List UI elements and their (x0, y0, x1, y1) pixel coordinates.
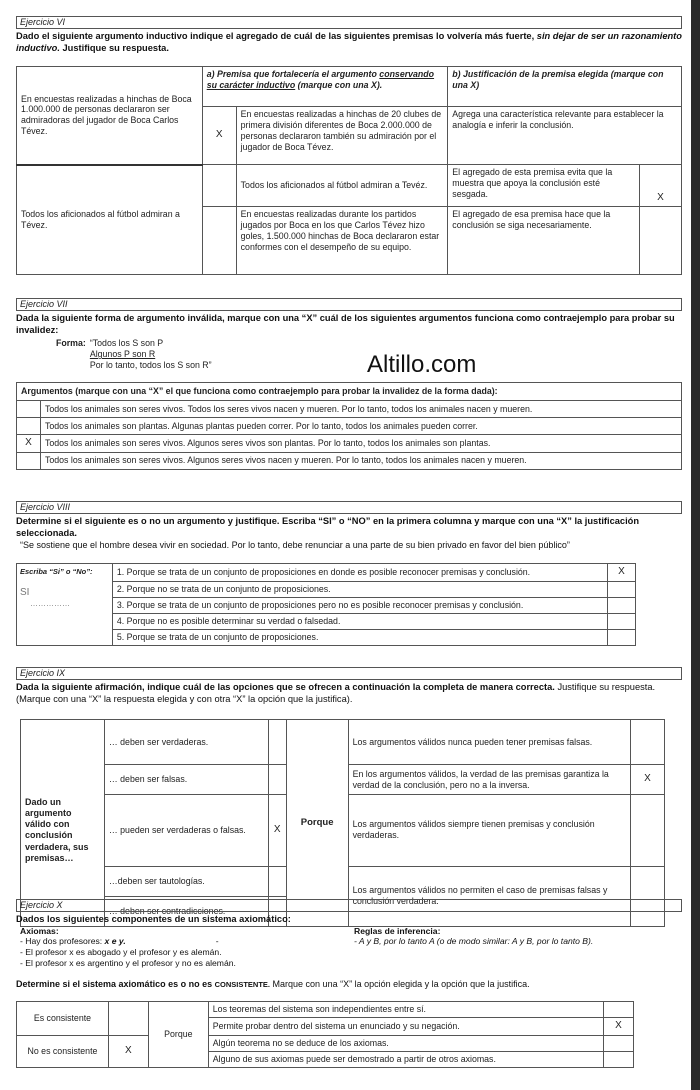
table-title: Argumentos (marque con una “X” el que funciona como contraejemplo para probar la invalidez de la forma dada): (17, 383, 682, 401)
section-header: Ejercicio VI (16, 16, 682, 29)
argument-4: Todos los animales son seres vivos. Algunos seres vivos nacen y mueren. Por lo tanto, todos los animales nacen y mueren. (40, 452, 681, 469)
rules-block (354, 926, 593, 947)
instruction: Determine si el siguiente es o no un argumento y justifique. Escriba “SI” o “NO” en la primera columna y marque con una “X” la justificación seleccionada. (16, 516, 640, 538)
argument-2: Todos los animales son plantas. Algunas plantas pueden correr. Por lo tanto, todos los animales pueden correr. (40, 418, 681, 435)
option-consistent: Es consistente (17, 1001, 109, 1035)
mark-a-2[interactable] (202, 165, 236, 207)
watermark: Altillo.com (367, 351, 477, 378)
question-keyword: CONSISTENTE. (214, 979, 271, 989)
premise-option-2: Todos los aficionados al fútbol admiran a Tevéz. (236, 165, 448, 207)
instruction: Dada la siguiente forma de argumento inválida, marque con una “X” cuál de los siguientes argumentos funciona como contraejemplo para probar su invalidez: (16, 313, 675, 335)
reason-mark-4[interactable] (604, 1051, 634, 1067)
option-not-consistent-mark[interactable]: X (108, 1035, 148, 1067)
ex10-table (16, 1001, 634, 1068)
ex8-table (16, 563, 636, 645)
option-2: … deben ser falsas. (104, 765, 268, 795)
argument-1: Todos los animales son seres vivos. Todos los seres vivos nacen y mueren. Por lo tanto, todos los animales nacen y mueren. (40, 401, 681, 418)
mark-2[interactable] (17, 418, 41, 435)
axiomas-label: Axiomas: (20, 925, 59, 936)
option-consistent-mark[interactable] (108, 1001, 148, 1035)
option-5: … deben ser contradicciones. (104, 896, 268, 926)
reason-3: Los argumentos válidos siempre tienen premisas y conclusión verdaderas. (348, 795, 630, 867)
answer-value[interactable]: SI (20, 586, 30, 598)
components (16, 926, 682, 970)
option-3: … pueden ser verdaderas o falsas. (104, 795, 268, 867)
answer-label: Escriba “Si” o “No”: (20, 567, 93, 577)
option-mark-2[interactable] (268, 765, 286, 795)
reason-1: Los argumentos válidos nunca pueden tener premisas falsas. (348, 720, 630, 765)
mark-5[interactable] (608, 629, 636, 645)
justification-5: 5. Porque se trata de un conjunto de proposiciones. (112, 629, 607, 645)
premise-option-3: En encuestas realizadas durante los partidos jugados por Boca en los que Carlos Tévez hizo goles, 1.500.000 hinchas de Boca declararon estar conformes con el desempeño de su equipo. (236, 207, 448, 275)
forma-line-3: Por lo tanto, todos los S son R” (89, 360, 212, 371)
justification-1: 1. Porque se trata de un conjunto de proposiciones en donde es posible reconocer premisas y conclusión. (112, 564, 607, 582)
stem: Dado un argumento válido con conclusión verdadera, sus premisas… (21, 795, 105, 867)
col-b-title: b) Justificación de la premisa elegida (marque con una X) (448, 67, 682, 107)
justification-option-1: Agrega una característica relevante para establecer la analogía e inferir la conclusión. (448, 107, 682, 165)
axiom-1 (20, 936, 236, 947)
reglas-label: Reglas de inferencia: (354, 925, 441, 936)
forma-label: Forma: (56, 338, 86, 349)
mark-3[interactable]: X (17, 435, 41, 453)
reason-mark-2[interactable]: X (604, 1017, 634, 1035)
regla-1: - A y B, por lo tanto A (o de modo similar: A y B, por lo tanto B). (354, 936, 594, 947)
instruction-tail: Justifique su respuesta. (59, 42, 169, 53)
reason-mark-1[interactable] (604, 1001, 634, 1017)
answer-cell (17, 564, 113, 645)
section-header: Ejercicio X (16, 899, 682, 912)
question-tail: Marque con una “X” la opción elegida y la opción que la justifica. (270, 978, 530, 989)
justification-option-3: El agregado de esa premisa hace que la conclusión se siga necesariamente. (448, 207, 640, 275)
col-a-title-end: (marque con una X). (295, 80, 383, 91)
ejercicio-viii (16, 501, 682, 646)
intro: Dados los siguientes componentes de un sistema axiomático: (16, 914, 291, 924)
forma-block (56, 338, 212, 371)
mark-3[interactable] (608, 597, 636, 613)
ejercicio-vi (16, 16, 682, 275)
section-header: Ejercicio IX (16, 667, 682, 680)
section-header: Ejercicio VIII (16, 501, 682, 514)
col-a-title-underlined: conservando su carácter inductivo (206, 69, 435, 91)
porque-label: Porque (148, 1001, 208, 1067)
mark-4[interactable] (608, 613, 636, 629)
question-text: Determine si el sistema axiomático es o no es (16, 978, 215, 989)
option-not-consistent: No es consistente (17, 1035, 109, 1067)
axiom-1-dash: - (215, 936, 219, 947)
porque-label: Porque (286, 720, 348, 927)
reason-3: Algún teorema no se deduce de los axiomas. (208, 1035, 603, 1051)
mark-a-3[interactable] (202, 207, 236, 275)
instruction-normal: Justifique su respuesta. (Marque con una “X” la respuesta elegida y con otra “X” la opción que la justifica). (16, 682, 656, 704)
option-4: …deben ser tautologías. (104, 866, 268, 896)
reason-2: En los argumentos válidos, la verdad de las premisas garantiza la verdad de la conclusión, pero no a la inversa. (348, 765, 630, 795)
forma-line-2: Algunos P son R (89, 349, 156, 360)
section-header: Ejercicio VII (16, 298, 682, 311)
reason-mark-1[interactable] (631, 720, 665, 765)
mark-a-1[interactable]: X (202, 107, 236, 165)
scan-edge (691, 0, 700, 1090)
ex7-table (16, 382, 682, 470)
axiom-1-text: - Hay dos profesores: (20, 936, 105, 947)
justification-4: 4. Porque no es posible determinar su verdad o falsedad. (112, 613, 607, 629)
instruction-bold: Dada la siguiente afirmación, indique cuál de las opciones que se ofrecen a continuación la completa de manera correcta. (16, 682, 555, 692)
reason-mark-2[interactable]: X (631, 765, 665, 795)
axioms-block (20, 926, 236, 969)
premise-option-1: En encuestas realizadas a hinchas de 20 clubes de primera división diferentes de Boca 2.000.000 de personas declararon también su admiración por el jugador de Boca Tévez. (236, 107, 448, 165)
mark-1[interactable] (17, 401, 41, 418)
instruction-text: Dado el siguiente argumento inductivo indique el agregado de cuál de las siguientes premisas lo volvería más fuerte, (16, 31, 537, 41)
ejercicio-ix (16, 667, 682, 927)
ejercicio-vii (16, 298, 682, 470)
reason-2: Permite probar dentro del sistema un enunciado y su negación. (208, 1017, 603, 1035)
axiom-1-vars: x e y. (104, 936, 126, 947)
option-mark-3[interactable]: X (268, 795, 286, 867)
mark-2[interactable] (608, 581, 636, 597)
mark-1[interactable]: X (608, 564, 636, 582)
reason-mark-3[interactable] (604, 1035, 634, 1051)
ejercicio-x (16, 899, 682, 1068)
axiom-3: - El profesor x es argentino y el profesor y no es alemán. (20, 957, 236, 968)
argument-conclusion: Todos los aficionados al fútbol admiran a Tévez. (17, 165, 203, 275)
reason-mark-3[interactable] (631, 795, 665, 867)
col-a-title (202, 67, 448, 107)
justification-3: 3. Porque se trata de un conjunto de proposiciones pero no es posible reconocer premisas y conclusión. (112, 597, 607, 613)
answer-dots: …………… (30, 599, 70, 609)
reason-4: Alguno de sus axiomas puede ser demostrado a partir de otros axiomas. (208, 1051, 603, 1067)
justification-option-2: El agregado de esta premisa evita que la muestra que apoya la conclusión esté sesgada. (448, 165, 640, 207)
quote: “Se sostiene que el hombre desea vivir en sociedad. Por lo tanto, debe renunciar a una parte de su bien privado en favor del bien público” (20, 540, 570, 551)
col-a-title-text: a) Premisa que fortalecería el argumento (206, 69, 380, 80)
reason-1: Los teoremas del sistema son independientes entre sí. (208, 1001, 603, 1017)
option-mark-4[interactable] (268, 866, 286, 896)
axiom-2: - El profesor x es abogado y el profesor y es alemán. (20, 947, 222, 958)
mark-b-2[interactable]: X (640, 165, 682, 207)
instruction (16, 31, 682, 54)
option-mark-1[interactable] (268, 720, 286, 765)
option-1: … deben ser verdaderas. (104, 720, 268, 765)
question (16, 979, 682, 990)
argument-premise-1: En encuestas realizadas a hinchas de Boca 1.000.000 de personas declararon ser admiradoras del jugador de Boca Carlos Tévez. (17, 67, 203, 165)
reason-4: Los argumentos válidos no permiten el caso de premisas falsas y conclusión verdadera. (348, 866, 630, 926)
mark-4[interactable] (17, 452, 41, 469)
forma-line-1: “Todos los S son P (89, 338, 164, 349)
ex9-table (20, 719, 665, 927)
ex6-table (16, 66, 682, 275)
instruction-emph: sin dejar de ser un razonamiento inductivo. (16, 31, 682, 53)
mark-b-3[interactable] (640, 207, 682, 275)
justification-2: 2. Porque no se trata de un conjunto de proposiciones. (112, 581, 607, 597)
instruction (16, 682, 682, 705)
argument-3: Todos los animales son seres vivos. Algunos seres vivos son plantas. Por lo tanto, todos los animales son plantas. (40, 435, 681, 453)
